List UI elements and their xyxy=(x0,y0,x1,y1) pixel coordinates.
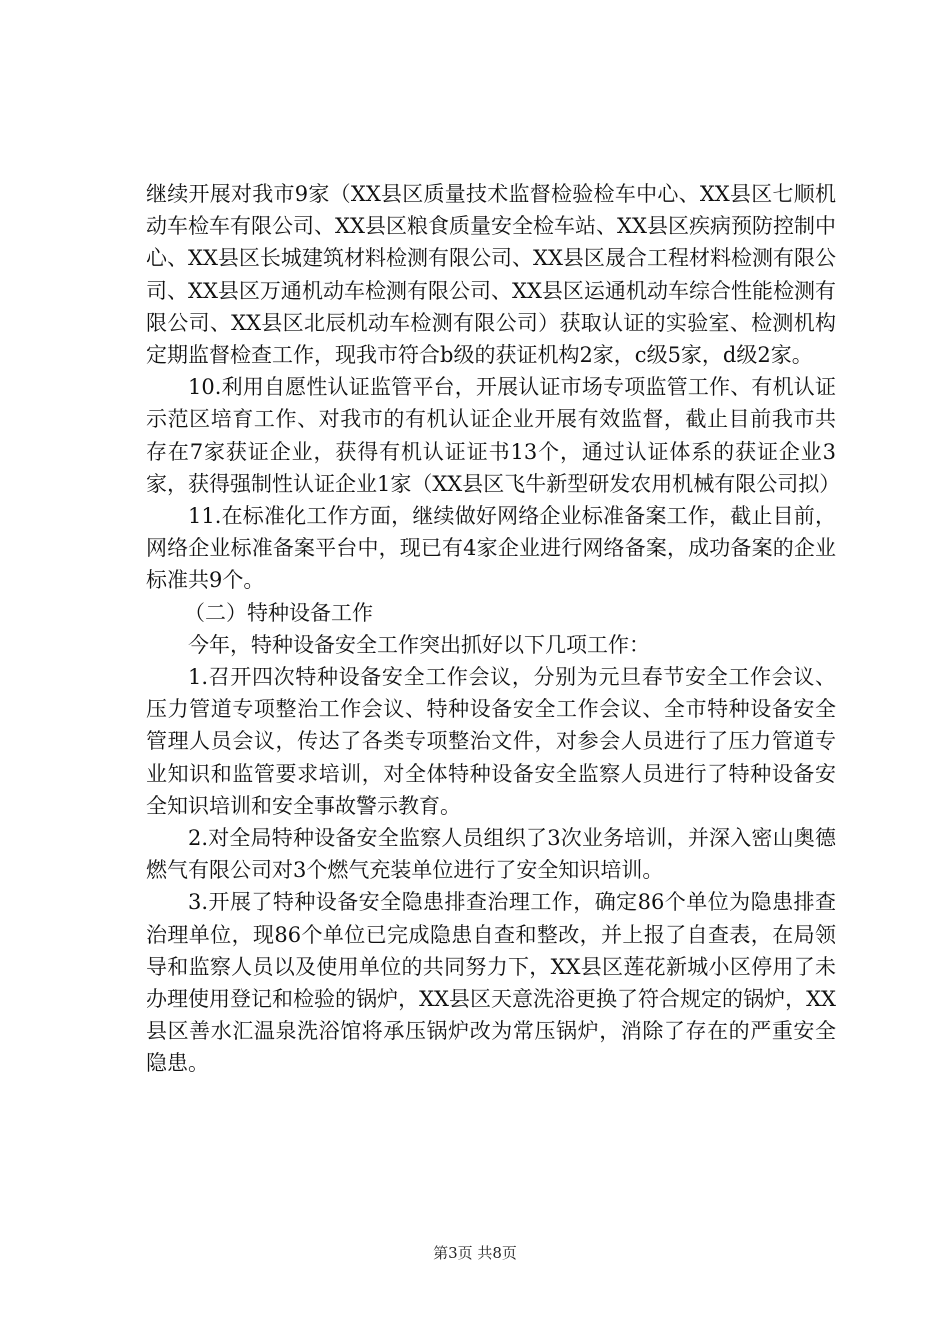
paragraph-continuation: 继续开展对我市9家（XX县区质量技术监督检验检车中心、XX县区七顺机动车检车有限公司、XX县区粮食质量安全检车站、XX县区疾病预防控制中心、XX县区长城建筑材料检测有限公司、XX县区晟合工程材料检测有限公司、XX县区万通机动车检测有限公司、XX县区运通机动车综合性能检测有限公司、XX县区北辰机动车检测有限公司）获取认证的实验室、检测机构定期监督检查工作，现我市符合b级的获证机构2家，c级5家，d级2家。 xyxy=(146,182,836,368)
paragraph-item-1: 1.召开四次特种设备安全工作会议，分别为元旦春节安全工作会议、压力管道专项整治工作会议、特种设备安全工作会议、全市特种设备安全管理人员会议，传达了各类专项整治文件，对参会人员进行了压力管道专业知识和监管要求培训，对全体特种设备安全监察人员进行了特种设备安全知识培训和安全事故警示教育。 xyxy=(146,665,836,818)
document-body xyxy=(146,178,841,1080)
paragraph-item-2: 2.对全局特种设备安全监察人员组织了3次业务培训，并深入密山奥德燃气有限公司对3个燃气充装单位进行了安全知识培训。 xyxy=(146,826,836,883)
section-heading: （二）特种设备工作 xyxy=(184,600,373,625)
paragraph-item-11: 11.在标准化工作方面，继续做好网络企业标准备案工作，截止目前，网络企业标准备案平台中，现已有4家企业进行网络备案，成功备案的企业标准共9个。 xyxy=(146,504,836,593)
paragraph-intro: 今年，特种设备安全工作突出抓好以下几项工作： xyxy=(188,632,650,657)
paragraph-item-3: 3.开展了特种设备安全隐患排查治理工作，确定86个单位为隐患排查治理单位，现86个单位已完成隐患自查和整改，并上报了自查表，在局领导和监察人员以及使用单位的共同努力下，XX县区莲花新城小区停用了未办理使用登记和检验的锅炉，XX县区天意洗浴更换了符合规定的锅炉，XX县区善水汇温泉洗浴馆将承压锅炉改为常压锅炉，消除了存在的严重安全隐患。 xyxy=(146,890,836,1076)
page-number-footer: 第3页 共8页 xyxy=(433,1244,517,1262)
paragraph-item-10: 10.利用自愿性认证监管平台，开展认证市场专项监管工作、有机认证示范区培育工作、对我市的有机认证企业开展有效监督，截止目前我市共存在7家获证企业，获得有机认证证书13个，通过认证体系的获证企业3家，获得强制性认证企业1家（XX县区飞牛新型研发农用机械有限公司拟） xyxy=(146,375,841,496)
